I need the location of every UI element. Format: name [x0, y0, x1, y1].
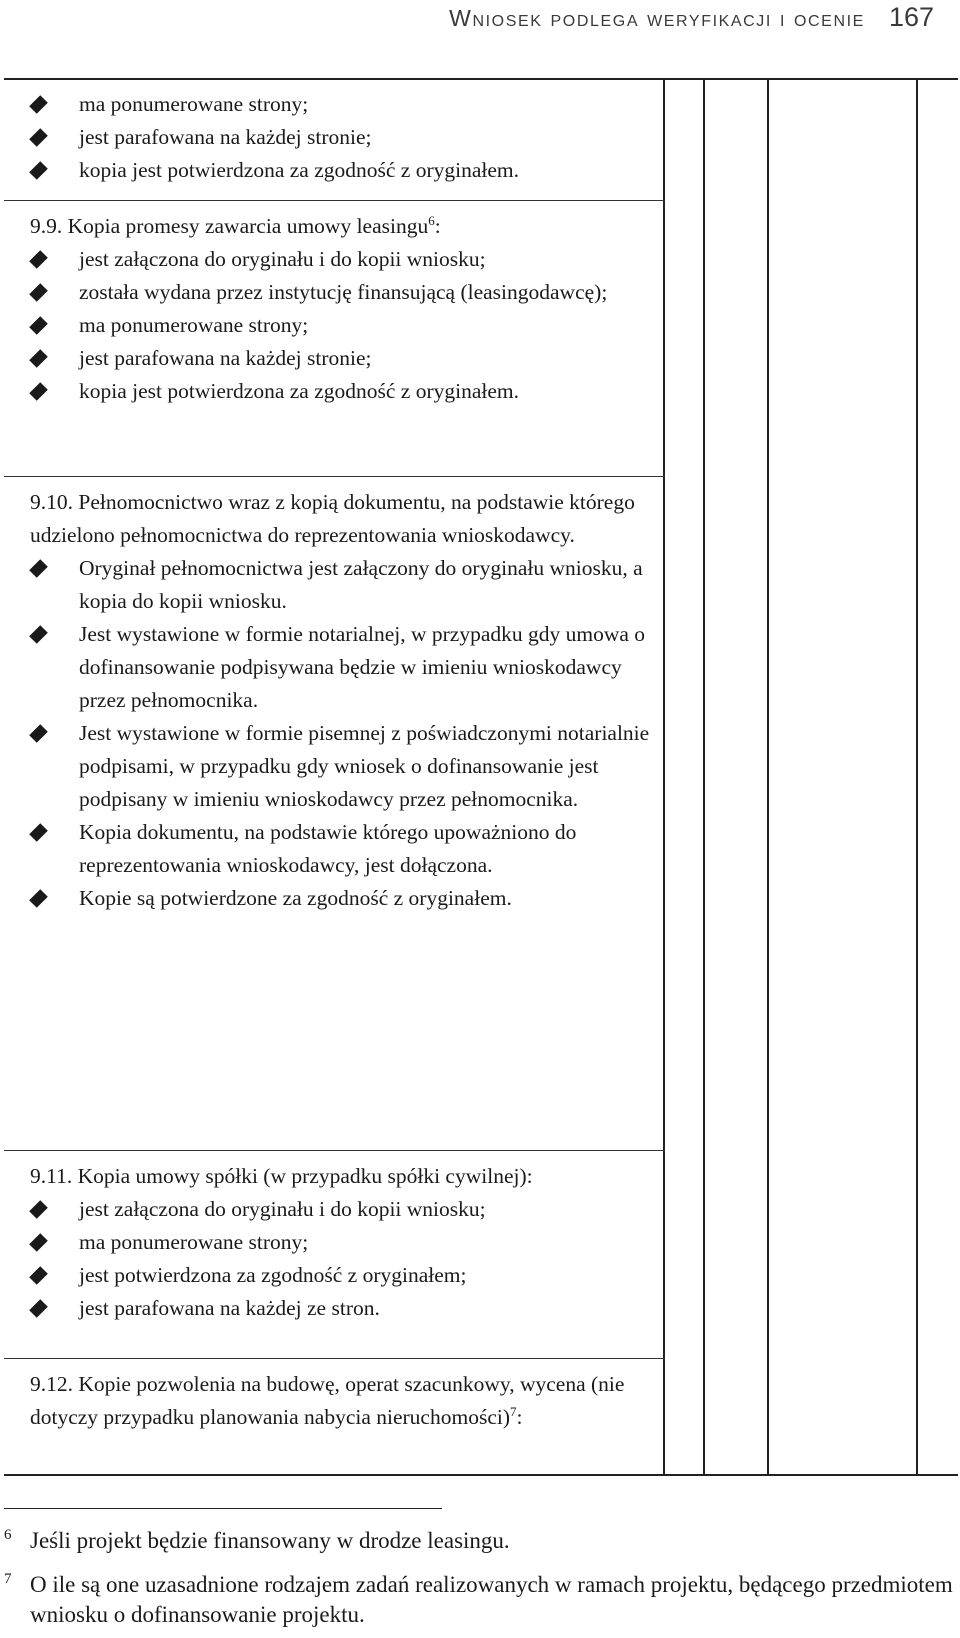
page-number: 167 [888, 2, 934, 32]
table-column-divider [916, 80, 918, 1474]
footnote-ref: 6 [428, 212, 435, 228]
list-item: ma ponumerowane strony; [30, 1226, 660, 1259]
running-head-title: Wniosek podlega weryfikacji i ocenie [449, 5, 865, 31]
diamond-bullet-icon [29, 559, 48, 578]
list-item: jest parafowana na każdej ze stron. [30, 1292, 660, 1325]
section-heading: 9.10. Pełnomocnictwo wraz z kopią dokumentu, na podstawie którego udzielono pełnomocnictwa do reprezentowania wnioskodawcy. [30, 490, 635, 547]
checklist-section-9-12 [30, 1368, 660, 1434]
checklist-section-continued [30, 88, 660, 187]
section-heading: 9.9. Kopia promesy zawarcia umowy leasingu$^6$: [30, 212, 441, 238]
footnote-number: 6 [4, 1527, 12, 1543]
diamond-bullet-icon [29, 316, 48, 335]
list-item: ma ponumerowane strony; [30, 88, 660, 121]
section-divider [4, 1150, 665, 1151]
checklist-section-9-10 [30, 486, 660, 915]
section-heading: 9.12. Kopie pozwolenia na budowę, operat szacunkowy, wycena (nie dotyczy przypadku planowania nabycia nieruchomości)$^7$: [30, 1372, 625, 1429]
diamond-bullet-icon [29, 823, 48, 842]
diamond-bullet-icon [29, 128, 48, 147]
list-item: jest potwierdzona za zgodność z oryginałem; [30, 1259, 660, 1292]
diamond-bullet-icon [29, 1200, 48, 1219]
table-column-divider [767, 80, 769, 1474]
list-item: kopia jest potwierdzona za zgodność z oryginałem. [30, 375, 660, 408]
list-item: Jest wystawione w formie pisemnej z poświadczonymi notarialnie podpisami, w przypadku gdy wniosek o dofinansowanie jest podpisany w imieniu wnioskodawcy przez pełnomocnika. [30, 717, 660, 816]
section-heading: 9.11. Kopia umowy spółki (w przypadku spółki cywilnej): [30, 1164, 533, 1188]
diamond-bullet-icon [29, 724, 48, 743]
list-item: jest załączona do oryginału i do kopii wniosku; [30, 243, 660, 276]
list-item: jest parafowana na każdej stronie; [30, 121, 660, 154]
diamond-bullet-icon [29, 349, 48, 368]
diamond-bullet-icon [29, 161, 48, 180]
section-divider [4, 1358, 665, 1359]
diamond-bullet-icon [29, 889, 48, 908]
list-item: Oryginał pełnomocnictwa jest załączony do oryginału wniosku, a kopia do kopii wniosku. [30, 552, 660, 618]
list-item: Kopia dokumentu, na podstawie którego upoważniono do reprezentowania wnioskodawcy, jest dołączona. [30, 816, 660, 882]
section-divider [4, 476, 665, 477]
footnote-number: 7 [4, 1571, 12, 1587]
checklist-section-9-9 [30, 210, 660, 408]
list-item: została wydana przez instytucję finansującą (leasingodawcę); [30, 276, 660, 309]
list-item: jest parafowana na każdej stronie; [30, 342, 660, 375]
footnote-text: Jeśli projekt będzie finansowany w drodze leasingu. [30, 1528, 510, 1553]
diamond-bullet-icon [29, 382, 48, 401]
diamond-bullet-icon [29, 283, 48, 302]
diamond-bullet-icon [29, 1299, 48, 1318]
footnote [4, 1570, 954, 1630]
running-head [449, 2, 934, 33]
checklist-table [4, 78, 958, 1474]
diamond-bullet-icon [29, 1233, 48, 1252]
diamond-bullet-icon [29, 1266, 48, 1285]
list-item: ma ponumerowane strony; [30, 309, 660, 342]
list-item: kopia jest potwierdzona za zgodność z oryginałem. [30, 154, 660, 187]
footnote [4, 1526, 954, 1556]
list-item: jest załączona do oryginału i do kopii wniosku; [30, 1193, 660, 1226]
table-bottom-rule [4, 1474, 958, 1476]
footnote-separator [4, 1508, 442, 1509]
diamond-bullet-icon [29, 95, 48, 114]
diamond-bullet-icon [29, 250, 48, 269]
section-divider [4, 200, 665, 201]
list-item: Kopie są potwierdzone za zgodność z oryginałem. [30, 882, 660, 915]
checklist-section-9-11 [30, 1160, 660, 1325]
footnote-ref: 7 [510, 1403, 517, 1419]
list-item: Jest wystawione w formie notarialnej, w przypadku gdy umowa o dofinansowanie podpisywana będzie w imieniu wnioskodawcy przez pełnomocnika. [30, 618, 660, 717]
footnote-text: O ile są one uzasadnione rodzajem zadań realizowanych w ramach projektu, będącego przedmiotem wniosku o dofinansowanie projektu. [30, 1572, 953, 1627]
table-column-divider [703, 80, 705, 1474]
diamond-bullet-icon [29, 625, 48, 644]
